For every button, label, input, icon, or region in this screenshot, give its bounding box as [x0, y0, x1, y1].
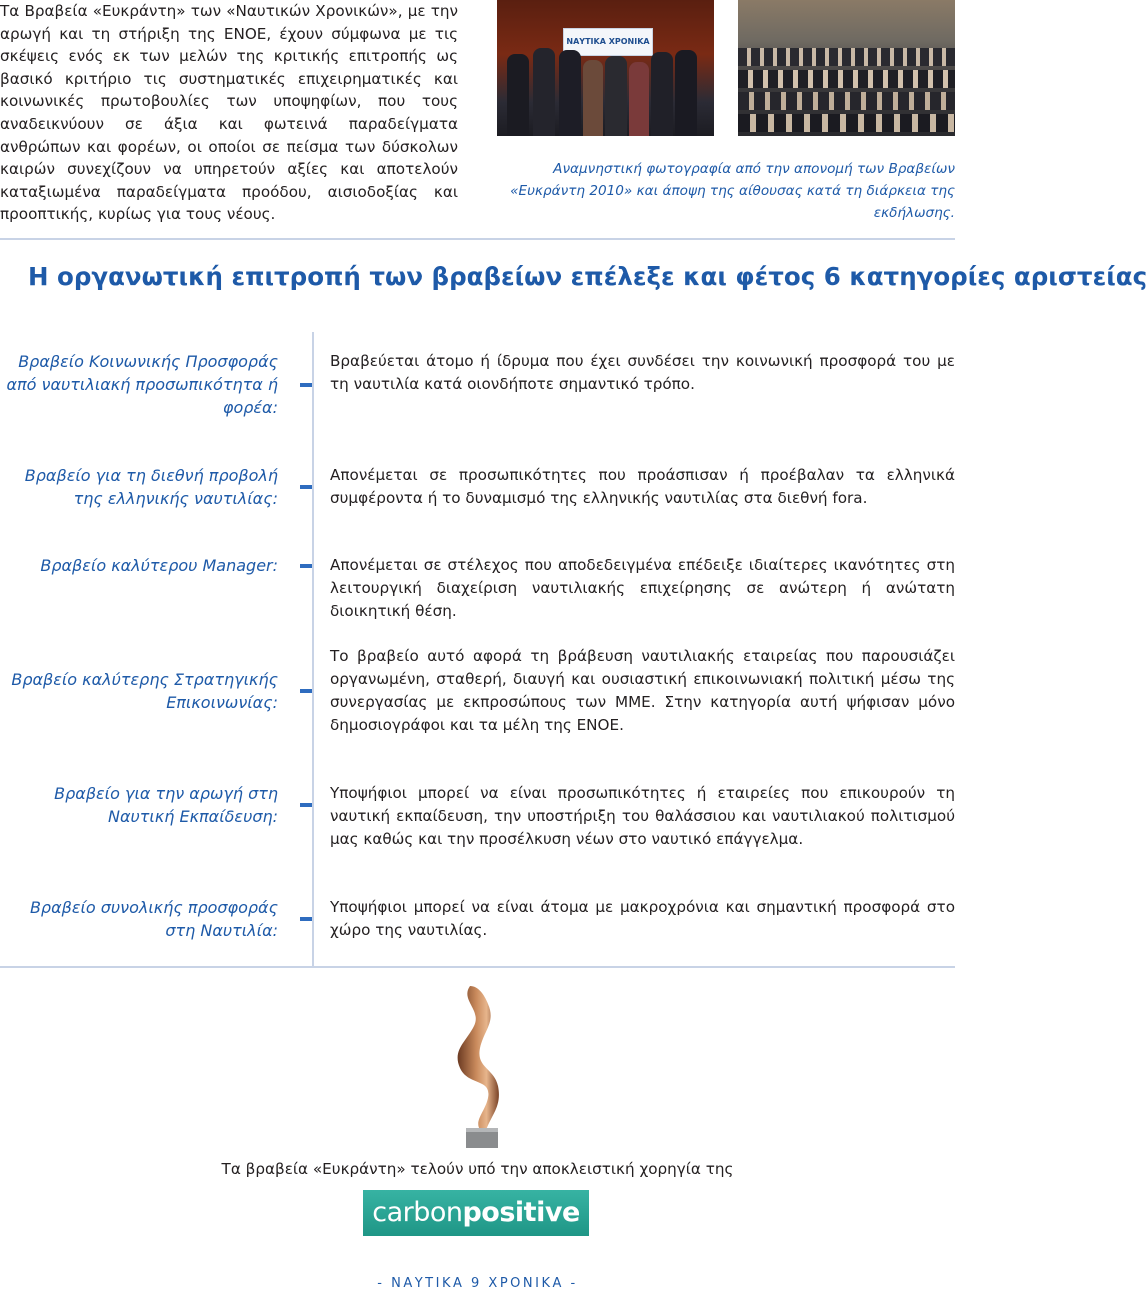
carbonpositive-logo [363, 1190, 589, 1236]
dash-marker [300, 803, 312, 807]
award-description: Το βραβείο αυτό αφορά τη βράβευση ναυτιλιακής εταιρείας που παρουσιάζει οργανωμένη, σταθερή, διαυγή και ουσιαστική επικοινωνιακή πολιτική μέσω της συνεργασίας με εκπροσώπους των ΜΜΕ. Στην κατηγορία αυτή ψήφισαν μόνο δημοσιογράφοι και τα μέλη της ΕΝΟΕ. [330, 647, 955, 734]
award-title: Βραβείο καλύτερης Στρατηγικής Επικοινωνίας: [11, 670, 278, 712]
nautika-chronika-banner: ΝΑΥΤΙΚΑ ΧΡΟΝΙΚΑ [563, 28, 653, 56]
award-title: Βραβείο για την αρωγή στη Ναυτική Εκπαίδευση: [54, 784, 278, 826]
dash-marker [300, 383, 312, 387]
dash-marker [300, 917, 312, 921]
bottom-divider [0, 966, 955, 968]
logo-text-light: carbon [372, 1197, 463, 1228]
award-description: Υποψήφιοι μπορεί να είναι άτομα με μακροχρόνια και σημαντική προσφορά στο χώρο της ναυτιλίας. [330, 898, 955, 939]
page-footer: - ΝΑΥΤΙΚΑ 9 ΧΡΟΝΙΚΑ - [377, 1276, 578, 1291]
dash-marker [300, 485, 312, 489]
award-title: Βραβείο καλύτερου Manager: [40, 556, 278, 575]
award-description: Βραβεύεται άτομο ή ίδρυμα που έχει συνδέσει την κοινωνική προσφορά του με τη ναυτιλία κατά οιονδήποτε σημαντικό τρόπο. [330, 352, 955, 393]
award-ceremony-photo [497, 0, 714, 136]
eukranti-statue-image [430, 982, 530, 1150]
intro-paragraph: Τα Βραβεία «Ευκράντη» των «Ναυτικών Χρονικών», με την αρωγή και τη στήριξη της ΕΝΟΕ, έχουν σύμφωνα με τις σκέψεις ενός εκ των μελών της κριτικής επιτροπής ως βασικό κριτήριο τις συστηματικές επιχειρηματικές και κοινωνικές πρωτοβουλίες των υποψηφίων, που τους αναδεικνύουν σε άξια και φωτεινά παραδείγματα ανθρώπων και φορέων, οι οποίοι σε πείσμα των δύσκολων καιρών συνεχίζουν να υπηρετούν αξίες και αποτελούν καταξιωμένα παραδείγματα προόδου, αισιοδοξίας και προοπτικής, κυρίως για τους νέους. [0, 2, 458, 224]
top-divider [0, 238, 955, 240]
dash-marker [300, 564, 312, 568]
column-divider [312, 332, 314, 968]
award-title: Βραβείο συνολικής προσφοράς στη Ναυτιλία: [29, 898, 278, 940]
award-description: Απονέμεται σε προσωπικότητες που προάσπισαν ή προέβαλαν τα ελληνικά συμφέροντα ή το δυναμισμό της ελληνικής ναυτιλίας στα διεθνή fora. [330, 466, 955, 507]
photo-caption: Αναμνηστική φωτογραφία από την απονομή των Βραβείων «Ευκράντη 2010» και άποψη της αίθουσας κατά τη διάρκεια της εκδήλωσης. [510, 161, 955, 221]
award-title: Βραβείο για τη διεθνή προβολή της ελληνικής ναυτιλίας: [24, 466, 278, 508]
dash-marker [300, 689, 312, 693]
award-description: Υποψήφιοι μπορεί να είναι προσωπικότητες ή εταιρείες που επικουρούν τη ναυτική εκπαίδευση, την υποστήριξη του θαλάσσιου και ναυτιλιακού πολιτισμού μας καθώς και την προσέλκυση νέων στο ναυτικό επάγγελμα. [330, 784, 955, 848]
sponsor-text: Τα βραβεία «Ευκράντη» τελούν υπό την αποκλειστική χορηγία της [221, 1160, 734, 1178]
section-heading: Η οργανωτική επιτροπή των βραβείων επέλεξε και φέτος 6 κατηγορίες αριστείας [28, 262, 1147, 291]
award-description: Απονέμεται σε στέλεχος που αποδεδειγμένα επέδειξε ιδιαίτερες ικανότητες στη λειτουργική διαχείριση ναυτιλιακής επιχείρησης σε ανώτερη ή ανώτατη διοικητική θέση. [330, 556, 955, 620]
event-hall-photo [738, 0, 955, 136]
logo-text-bold: positive [462, 1197, 580, 1228]
award-title: Βραβείο Κοινωνικής Προσφοράς από ναυτιλιακή προσωπικότητα ή φορέα: [6, 352, 278, 417]
